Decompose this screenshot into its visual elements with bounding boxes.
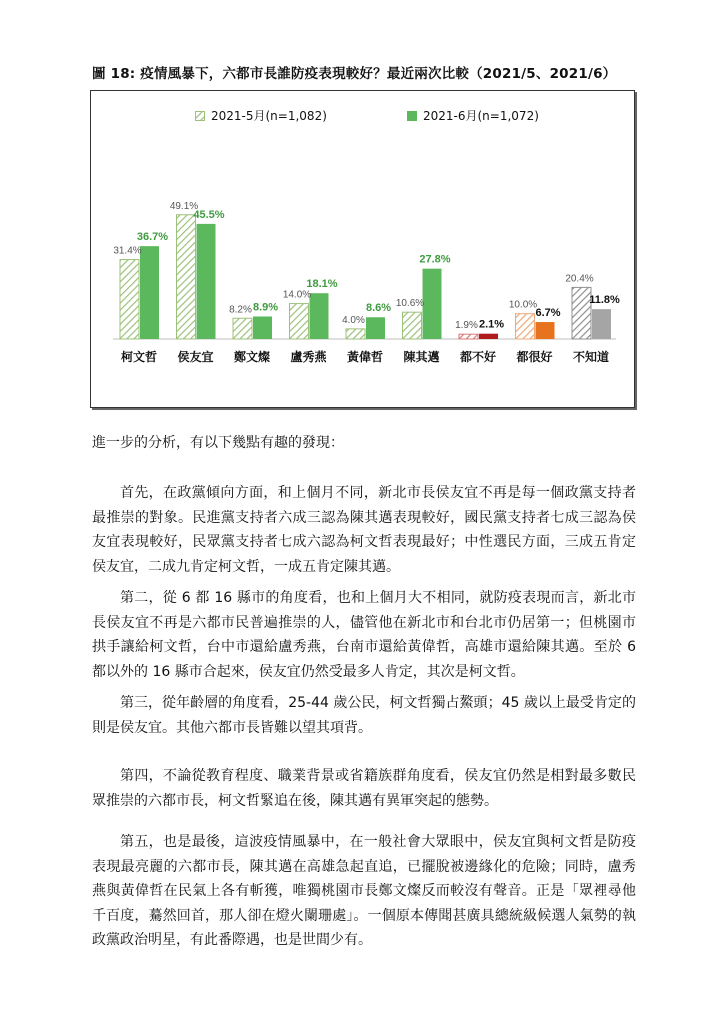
- category-label-0: 柯文哲: [120, 350, 158, 364]
- bar-may-1: [177, 215, 196, 339]
- intro-text: 進一步的分析，有以下幾點有趣的發現：: [92, 435, 344, 451]
- bar-may-3: [290, 304, 309, 339]
- data-label-may-5: 10.6%: [395, 298, 425, 310]
- data-label-june-4: 8.6%: [365, 302, 392, 315]
- bar-june-1: [197, 224, 216, 339]
- legend-label-may: 2021-5月(n=1,082): [211, 109, 327, 123]
- data-label-june-5: 27.8%: [419, 253, 451, 266]
- paragraph-2: 第二，從 6 都 16 縣市的角度看，也和上個月大不相同，就防疫表現而言，新北市長侯友宜不再是六都市民普遍推崇的人，儘管他在新北市和台北市仍居第一；但桃園市拱手讓給柯文哲，台中市還給盧秀燕，台南市還給黃偉哲，高雄市還給陳其邁。至於 6 都以外的 16 縣市合起來，侯友宜仍然受最多人肯定，其次是柯文哲。: [92, 590, 636, 680]
- category-label-3: 盧秀燕: [290, 350, 327, 364]
- paragraph-5: 第五，也是最後，這波疫情風暴中，在一般社會大眾眼中，侯友宜與柯文哲是防疫表現最亮麗的六都市長，陳其邁在高雄急起直追，已擺脫被邊緣化的危險；同時，盧秀燕與黃偉哲在民氣上各有斬獲，唯獨桃園市長鄭文燦反而較沒有聲音。正是「眾裡尋他千百度，驀然回首，那人卻在燈火闌珊處」。一個原本傳聞甚廣具總統級候選人氣勢的執政黨政治明星，有此番際遇，也是世間少有。: [92, 834, 636, 948]
- data-label-may-8: 20.4%: [565, 273, 594, 285]
- category-label-7: 都很好: [516, 350, 553, 364]
- bar-may-5: [403, 312, 422, 339]
- paragraph-4: 第四，不論從教育程度、職業背景或省籍族群角度看，侯友宜仍然是相對最多數民眾推崇的六都市長，柯文哲緊追在後，陳其邁有異軍突起的態勢。: [92, 768, 636, 809]
- category-label-1: 侯友宜: [177, 350, 214, 364]
- data-label-june-6: 2.1%: [478, 318, 505, 331]
- figure-title: 圖 18: 疫情風暴下，六都市長誰防疫表現較好？最近兩次比較（2021/5、2021/6）: [92, 66, 617, 82]
- bar-plot-area: [91, 91, 634, 407]
- bar-may-6: [459, 334, 478, 339]
- data-label-may-7: 10.0%: [508, 299, 538, 311]
- bar-june-5: [423, 269, 442, 339]
- category-label-5: 陳其邁: [403, 350, 440, 364]
- data-label-may-2: 8.2%: [229, 304, 252, 316]
- legend-label-june: 2021-6月(n=1,072): [423, 109, 539, 123]
- bar-june-2: [253, 316, 272, 339]
- data-label-june-8: 11.8%: [589, 294, 620, 307]
- bar-may-4: [346, 329, 365, 339]
- bar-may-0: [120, 260, 139, 339]
- bar-june-7: [536, 322, 555, 339]
- data-label-june-2: 8.9%: [252, 301, 279, 314]
- data-label-june-3: 18.1%: [306, 278, 338, 291]
- bar-may-7: [516, 314, 535, 339]
- bar-chart: [90, 90, 635, 408]
- paragraph-1: 首先，在政黨傾向方面，和上個月不同，新北市長侯友宜不再是每一個政黨支持者最推崇的對象。民進黨支持者六成三認為陳其邁表現較好，國民黨支持者七成三認為侯友宜表現較好，民眾黨支持者七成六認為柯文哲表現最好；中性選民方面，三成五肯定侯友宜，二成九肯定柯文哲，一成五肯定陳其邁。: [92, 485, 636, 575]
- data-label-may-1: 49.1%: [169, 200, 199, 212]
- bar-june-6: [479, 334, 498, 339]
- bar-june-3: [310, 293, 329, 339]
- data-label-june-0: 36.7%: [136, 231, 169, 244]
- bar-june-8: [592, 309, 611, 339]
- category-label-4: 黃偉哲: [346, 350, 384, 364]
- data-label-may-0: 31.4%: [113, 245, 142, 257]
- category-label-8: 不知道: [572, 350, 610, 364]
- data-label-june-7: 6.7%: [535, 307, 561, 320]
- bar-may-8: [572, 287, 591, 339]
- data-label-may-6: 1.9%: [455, 320, 478, 332]
- paragraph-3: 第三，從年齡層的角度看，25-44 歲公民，柯文哲獨占鰲頭；45 歲以上最受肯定的則是侯友宜。其他六都市長皆難以望其項背。: [92, 695, 636, 736]
- category-label-2: 鄭文燦: [233, 350, 271, 364]
- bar-june-4: [366, 317, 385, 339]
- bar-june-0: [140, 246, 159, 339]
- bar-may-2: [233, 318, 252, 339]
- data-label-may-4: 4.0%: [342, 314, 365, 326]
- data-label-june-1: 45.5%: [193, 208, 225, 221]
- category-label-6: 都不好: [459, 350, 497, 364]
- data-label-may-3: 14.0%: [282, 289, 312, 301]
